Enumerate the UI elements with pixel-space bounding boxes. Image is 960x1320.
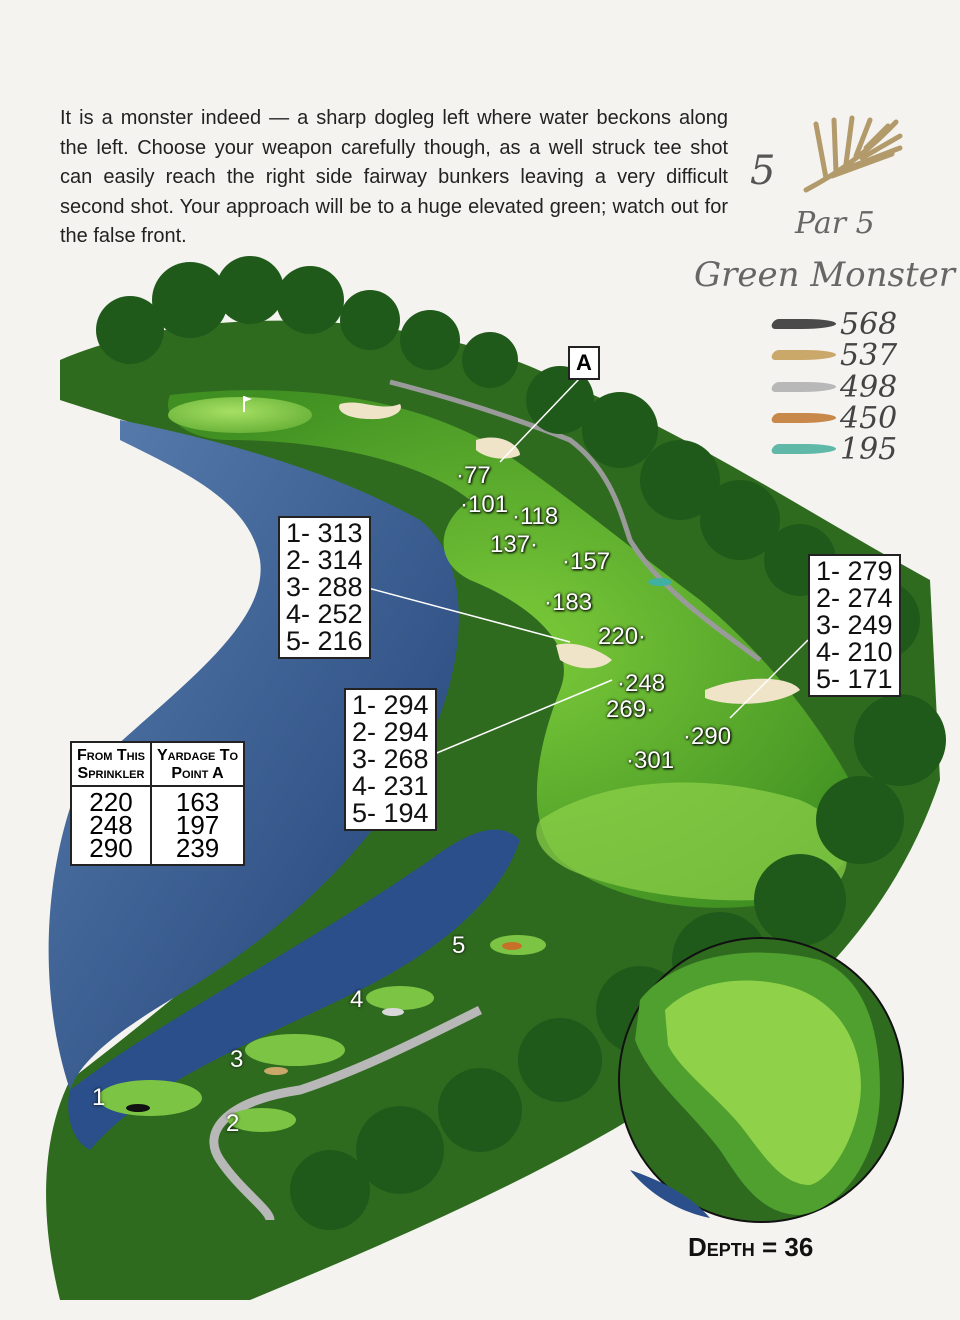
tee-yardage: 498	[840, 369, 898, 405]
sprinkler-table	[70, 741, 245, 866]
yardage-box-upper-left	[278, 516, 371, 659]
tee-box-4	[366, 986, 434, 1010]
yardage-line: 1- 313	[286, 518, 363, 548]
hole-number: 5	[750, 148, 776, 194]
tee-marker-3	[264, 1067, 288, 1075]
distance-marker: ·290	[683, 723, 732, 750]
tee-marker-4	[382, 1008, 404, 1016]
yardage-line: 2- 274	[816, 583, 893, 613]
yardage-line: 2- 294	[352, 717, 429, 747]
distance-marker: ·248	[617, 670, 666, 697]
tee-label: 1	[92, 1084, 106, 1111]
distance-marker: ·101	[460, 491, 509, 518]
distance-marker: ·77	[456, 462, 491, 489]
header-line: Point A	[171, 765, 224, 782]
tee-box-3	[245, 1034, 345, 1066]
yardage-cell: 239	[151, 837, 244, 865]
yardage-line: 5- 171	[816, 664, 893, 694]
point-a-marker: A	[568, 346, 600, 380]
yardage-line: 1- 294	[352, 690, 429, 720]
tee-label: 3	[230, 1046, 244, 1073]
sprinkler-cell: 220	[89, 787, 133, 817]
tee-swatch	[770, 413, 838, 423]
tee-legend-row	[772, 337, 898, 373]
tee-label: 5	[452, 932, 466, 959]
header-line: Sprinkler	[77, 765, 145, 782]
distance-marker: ·301	[626, 747, 675, 774]
yardage-line: 5- 194	[352, 798, 429, 828]
tee-box-1	[98, 1080, 202, 1116]
par-label: Par 5	[795, 206, 875, 241]
distance-marker: 137·	[490, 531, 539, 558]
yardage-line: 1- 279	[816, 556, 893, 586]
hole-description: It is a monster indeed — a sharp dogleg left where water beckons along the left. Choose your weapon carefully though, as a well struck tee shot can easily reach the right side fairway bunkers leaving a very difficult second shot. Your approach will be to a huge elevated green; watch out for the false front.	[60, 107, 728, 247]
yardage-line: 5- 216	[286, 626, 363, 656]
tee-label: 2	[226, 1110, 240, 1137]
sprinkler-cell: 248	[89, 810, 133, 840]
putting-green	[168, 397, 312, 433]
header-line: Yardage To	[157, 747, 239, 764]
yardage-box-right	[808, 554, 901, 697]
yardage-line: 3- 249	[816, 610, 893, 640]
tee-marker-forward	[648, 578, 672, 586]
yardage-box-lower-left	[344, 688, 437, 831]
tee-legend-row	[772, 400, 898, 436]
yardage-header	[151, 742, 244, 786]
yardage-cell: 197	[151, 814, 244, 837]
tee-legend-row	[772, 306, 898, 342]
distance-marker: ·157	[562, 548, 611, 575]
yardage-line: 4- 231	[352, 771, 429, 801]
distance-marker: 269·	[606, 696, 655, 723]
distance-marker: ·118	[512, 503, 559, 530]
yardage-line: 2- 314	[286, 545, 363, 575]
sprinkler-header	[71, 742, 151, 786]
distance-marker: ·183	[544, 589, 593, 616]
tee-label: 4	[350, 986, 364, 1013]
tee-swatch	[770, 382, 838, 392]
tee-swatch	[770, 350, 838, 360]
yardage-line: 4- 252	[286, 599, 363, 629]
tee-swatch	[770, 319, 838, 329]
yardage-line: 3- 268	[352, 744, 429, 774]
tee-yardage: 195	[840, 431, 898, 467]
green-depth: Depth = 36	[688, 1232, 814, 1262]
yardage-line: 3- 288	[286, 572, 363, 602]
sprinkler-cell: 290	[89, 833, 133, 863]
tee-legend-row	[772, 369, 898, 405]
tee-legend-row	[772, 431, 898, 467]
tee-yardage: 537	[840, 337, 898, 373]
hole-name: Green Monster	[694, 255, 956, 295]
tee-swatch	[770, 444, 838, 454]
header-line: From This	[77, 747, 145, 764]
tee-marker-5	[502, 942, 522, 950]
tee-yardage: 450	[840, 400, 898, 436]
distance-marker: 220·	[598, 623, 647, 650]
yardage-line: 4- 210	[816, 637, 893, 667]
table-row	[71, 837, 244, 865]
tee-marker-1	[126, 1104, 150, 1112]
yardage-cell: 163	[151, 786, 244, 814]
palm-frond-logo	[796, 114, 904, 194]
tee-yardage: 568	[840, 306, 898, 342]
